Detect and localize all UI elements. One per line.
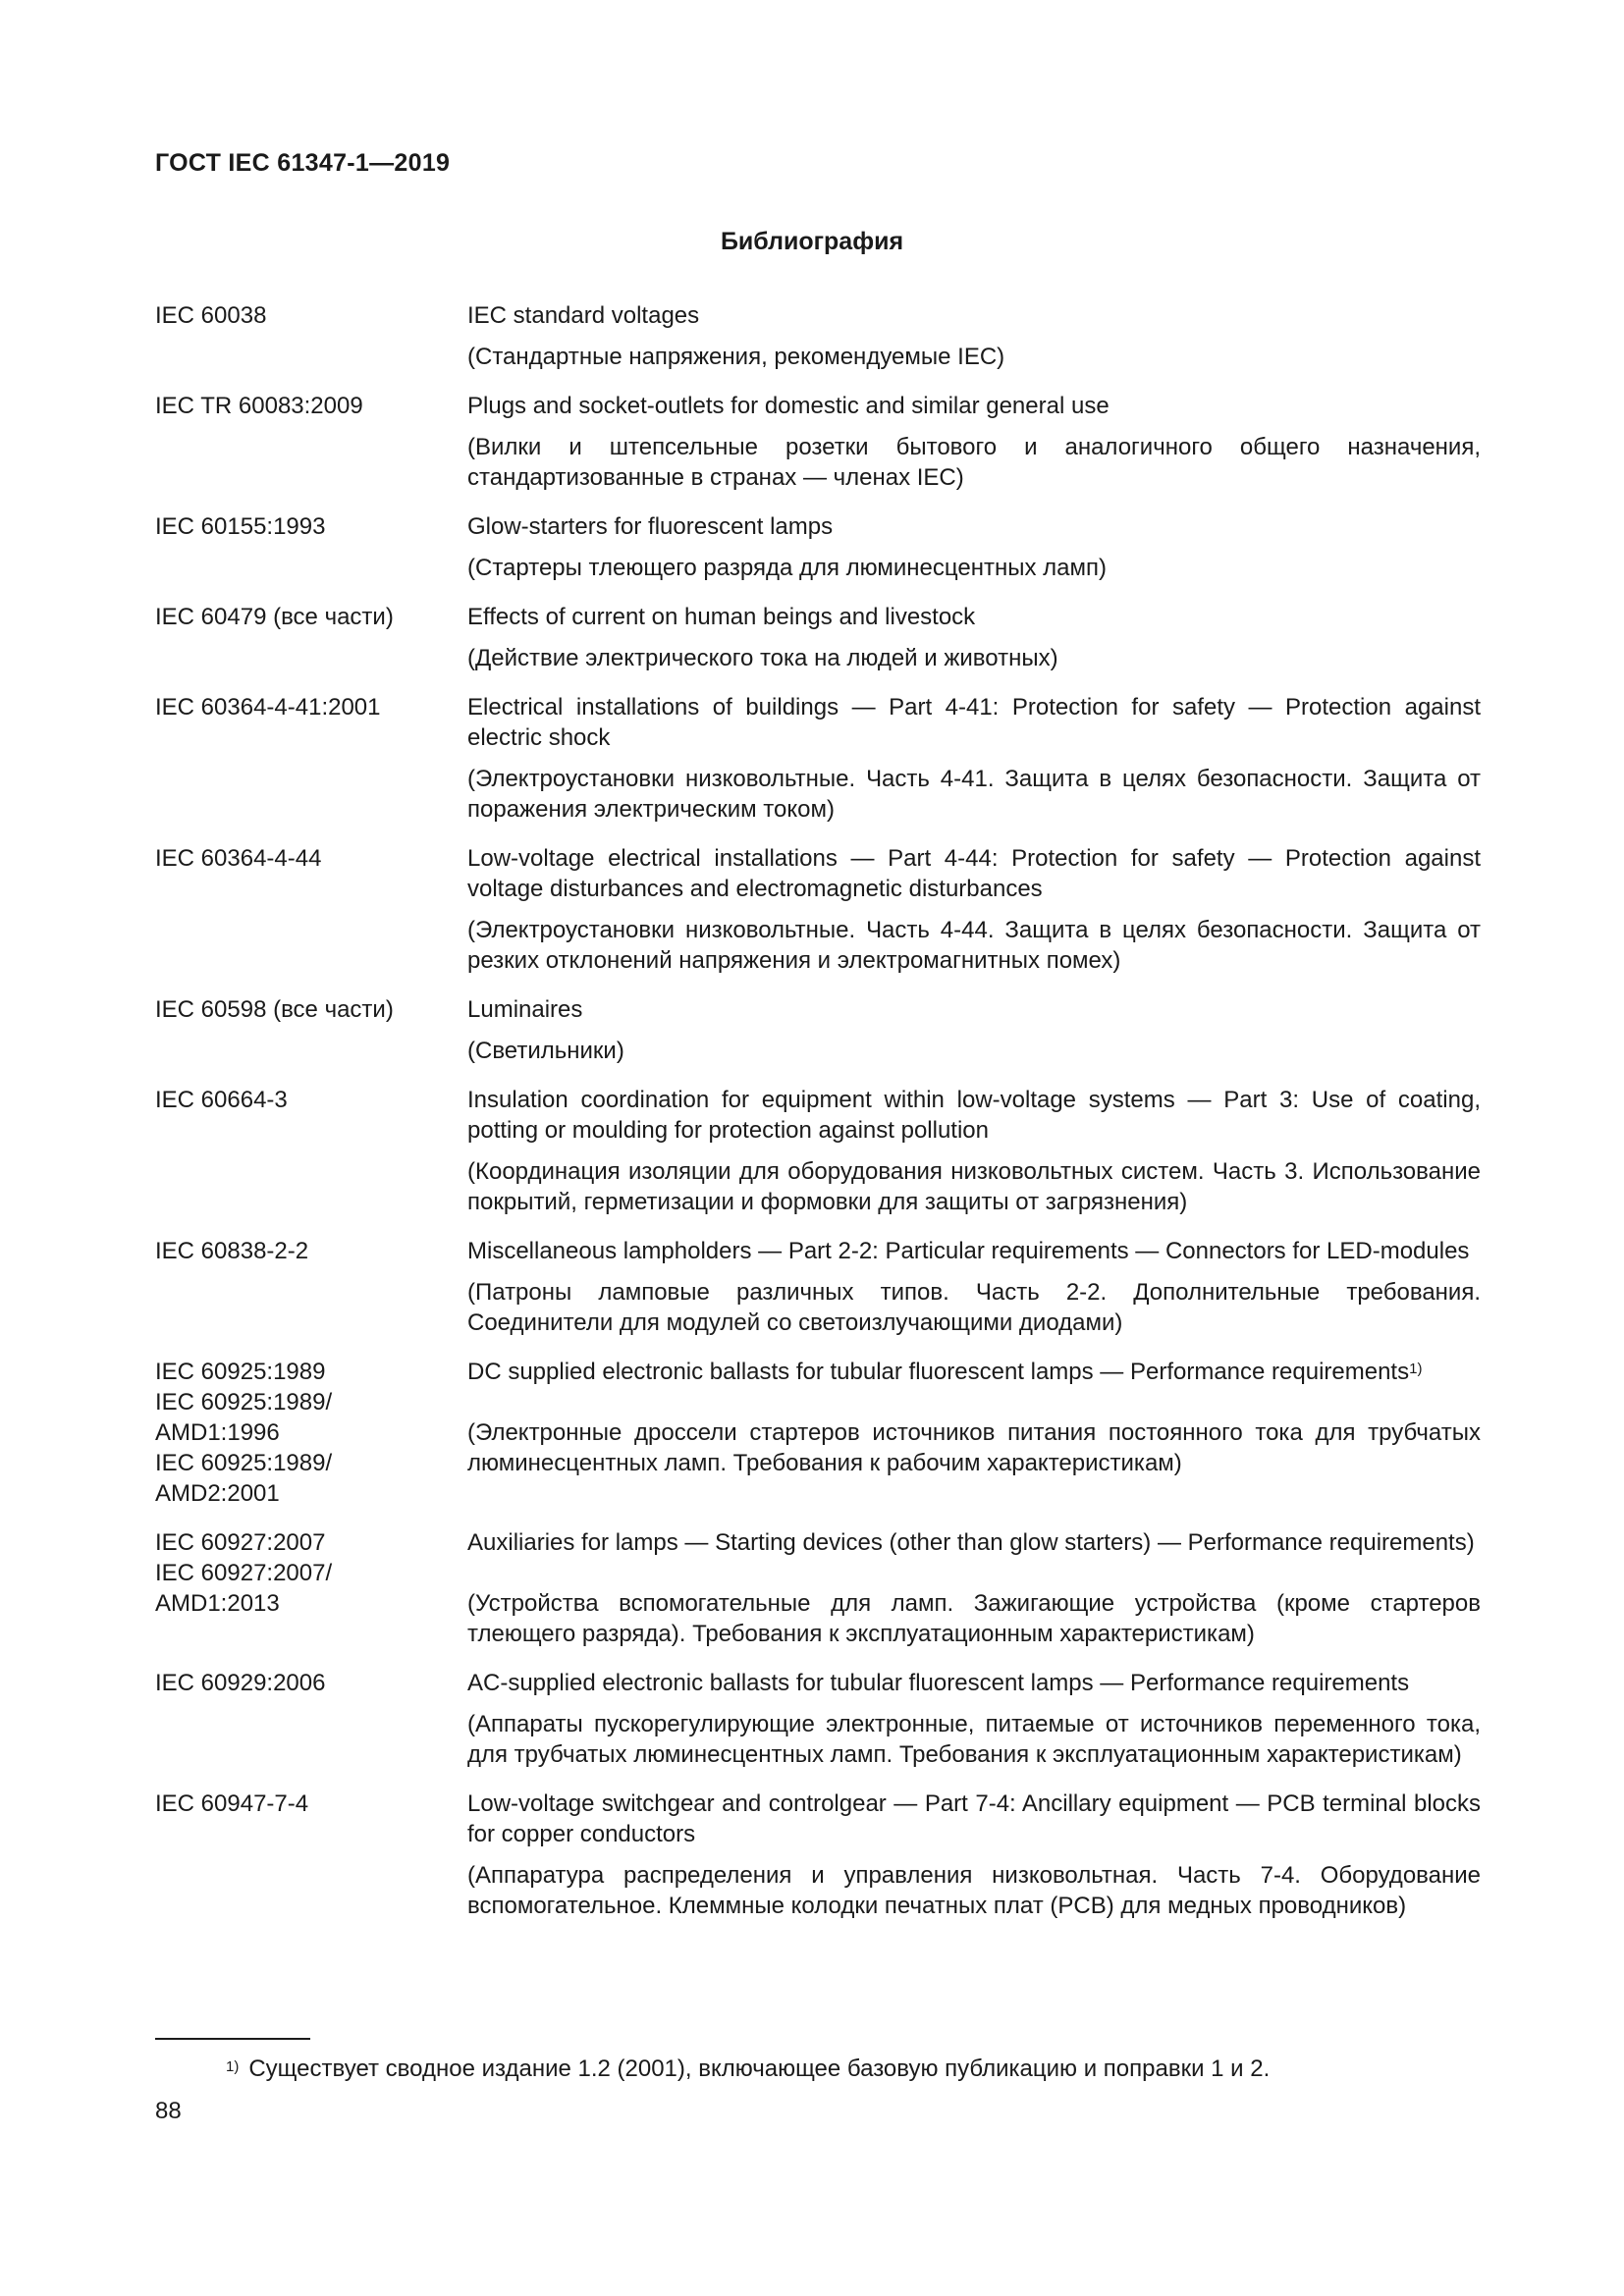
reference-description xyxy=(467,300,1481,372)
english-title-text: Miscellaneous lampholders — Part 2-2: Particular requirements — Connectors for LED-modules xyxy=(467,1238,1470,1264)
bibliography-entry xyxy=(155,692,1481,825)
russian-title: (Аппараты пускорегулирующие электронные, питаемые от источников переменного тока, для трубчатых люминесцентных ламп. Требования к эксплуатационным характеристикам) xyxy=(467,1711,1481,1768)
russian-title: (Электроустановки низковольтные. Часть 4-44. Защита в целях безопасности. Защита от резких отклонений напряжения и электромагнитных помех) xyxy=(467,917,1481,974)
english-title xyxy=(467,511,1481,542)
reference-code-line: IEC 60479 (все части) xyxy=(155,604,394,630)
reference-code-line: IEC 60929:2006 xyxy=(155,1670,326,1696)
footnote-divider xyxy=(155,2038,310,2040)
russian-title: (Устройства вспомогательные для ламп. Зажигающие устройства (кроме стартеров тлеющего разряда). Требования к эксплуатационным характеристикам) xyxy=(467,1590,1481,1647)
russian-title: (Координация изоляции для оборудования низковольтных систем. Часть 3. Использование покрытий, герметизации и формовки для защиты от загрязнения) xyxy=(467,1158,1481,1215)
reference-description xyxy=(467,1236,1481,1338)
reference-code-line: IEC 60925:1989/ xyxy=(155,1450,333,1476)
reference-code-line: IEC 60925:1989/ xyxy=(155,1389,333,1415)
bibliography-entry xyxy=(155,1236,1481,1338)
bibliography-entry xyxy=(155,843,1481,976)
russian-title: (Патроны ламповые различных типов. Часть 2-2. Дополнительные требования. Соединители для модулей со светоизлучающими диодами) xyxy=(467,1279,1481,1336)
reference-code-line: AMD2:2001 xyxy=(155,1480,280,1507)
reference-description xyxy=(467,511,1481,583)
reference-code-line: IEC 60364-4-41:2001 xyxy=(155,694,381,721)
english-title-text: Electrical installations of buildings — Part 4-41: Protection for safety — Protection against electric shock xyxy=(467,694,1481,751)
english-title xyxy=(467,1668,1481,1698)
reference-code xyxy=(155,511,467,583)
english-title xyxy=(467,994,1481,1025)
footnote-text: Существует сводное издание 1.2 (2001), включающее базовую публикацию и поправки 1 и 2. xyxy=(248,2056,1271,2082)
reference-code xyxy=(155,692,467,825)
bibliography-entry xyxy=(155,300,1481,372)
russian-title: (Светильники) xyxy=(467,1038,624,1064)
bibliography-entry xyxy=(155,511,1481,583)
reference-code xyxy=(155,300,467,372)
reference-code-line: IEC 60927:2007/ xyxy=(155,1560,333,1586)
bibliography-entry xyxy=(155,602,1481,673)
russian-title: (Действие электрического тока на людей и животных) xyxy=(467,645,1058,671)
english-title-text: Insulation coordination for equipment within low-voltage systems — Part 3: Use of coating, potting or moulding for protection against pollution xyxy=(467,1087,1481,1144)
russian-title: (Вилки и штепсельные розетки бытового и аналогичного общего назначения, стандартизованные в странах — членах IEC) xyxy=(467,434,1481,491)
footnote xyxy=(226,2054,1270,2084)
reference-description xyxy=(467,602,1481,673)
reference-description xyxy=(467,1357,1481,1509)
english-title xyxy=(467,300,1481,331)
english-title-text: Glow-starters for fluorescent lamps xyxy=(467,513,834,540)
reference-code xyxy=(155,1236,467,1338)
bibliography-entry xyxy=(155,994,1481,1066)
reference-code xyxy=(155,994,467,1066)
english-title xyxy=(467,1357,1481,1417)
english-title-text: Low-voltage electrical installations — Part 4-44: Protection for safety — Protection against voltage disturbances and electromagnetic disturbances xyxy=(467,845,1481,902)
russian-title: (Электронные дроссели стартеров источников питания постоянного тока для трубчатых люминесцентных ламп. Требования к рабочим характеристикам) xyxy=(467,1419,1481,1476)
english-title xyxy=(467,843,1481,904)
english-title xyxy=(467,1789,1481,1849)
english-title xyxy=(467,1085,1481,1146)
english-title-text: Low-voltage switchgear and controlgear — Part 7-4: Ancillary equipment — PCB terminal blocks for copper conductors xyxy=(467,1790,1481,1847)
reference-code xyxy=(155,391,467,493)
reference-code-line: IEC 60664-3 xyxy=(155,1087,288,1113)
russian-title: (Электроустановки низковольтные. Часть 4-41. Защита в целях безопасности. Защита от поражения электрическим током) xyxy=(467,766,1481,823)
english-title xyxy=(467,391,1481,421)
english-title-text: IEC standard voltages xyxy=(467,302,700,329)
footnote-marker: 1) xyxy=(226,2058,240,2075)
bibliography-entry xyxy=(155,1357,1481,1509)
reference-code-line: IEC 60364-4-44 xyxy=(155,845,322,872)
reference-code xyxy=(155,1357,467,1509)
reference-description xyxy=(467,692,1481,825)
english-title xyxy=(467,692,1481,753)
reference-code-line: AMD1:2013 xyxy=(155,1590,280,1617)
document-header: ГОСТ IEC 61347-1—2019 xyxy=(155,149,451,177)
reference-code xyxy=(155,1085,467,1217)
russian-title: (Стартеры тлеющего разряда для люминесцентных ламп) xyxy=(467,555,1107,581)
footnote-reference: 1) xyxy=(1409,1361,1423,1377)
english-title-text: AC-supplied electronic ballasts for tubular fluorescent lamps — Performance requirements xyxy=(467,1670,1410,1696)
page-number: 88 xyxy=(155,2098,182,2124)
english-title-text: Luminaires xyxy=(467,996,583,1023)
english-title xyxy=(467,1236,1481,1266)
reference-description xyxy=(467,391,1481,493)
english-title-text: Plugs and socket-outlets for domestic and similar general use xyxy=(467,393,1110,419)
reference-code-line: IEC 60947-7-4 xyxy=(155,1790,309,1817)
reference-description xyxy=(467,843,1481,976)
reference-code xyxy=(155,1668,467,1770)
reference-code-line: AMD1:1996 xyxy=(155,1419,280,1446)
reference-code-line: IEC 60155:1993 xyxy=(155,513,326,540)
reference-code xyxy=(155,1789,467,1921)
bibliography-entry xyxy=(155,1668,1481,1770)
bibliography-list xyxy=(155,300,1481,1940)
reference-description xyxy=(467,1668,1481,1770)
english-title-text: Auxiliaries for lamps — Starting devices (other than glow starters) — Performance requirements) xyxy=(467,1529,1475,1556)
reference-code-line: IEC TR 60083:2009 xyxy=(155,393,363,419)
reference-description xyxy=(467,994,1481,1066)
english-title-text: Effects of current on human beings and livestock xyxy=(467,604,976,630)
english-title xyxy=(467,602,1481,632)
english-title-text: DC supplied electronic ballasts for tubular fluorescent lamps — Performance requirements xyxy=(467,1359,1410,1385)
bibliography-entry xyxy=(155,1085,1481,1217)
reference-code-line: IEC 60598 (все части) xyxy=(155,996,394,1023)
bibliography-entry xyxy=(155,391,1481,493)
reference-code xyxy=(155,843,467,976)
reference-code xyxy=(155,1527,467,1649)
russian-title: (Аппаратура распределения и управления низковольтная. Часть 7-4. Оборудование вспомогательное. Клеммные колодки печатных плат (PCB) для медных проводников) xyxy=(467,1862,1481,1919)
reference-code-line: IEC 60927:2007 xyxy=(155,1529,326,1556)
bibliography-entry xyxy=(155,1789,1481,1921)
russian-title: (Стандартные напряжения, рекомендуемые IEC) xyxy=(467,344,1005,370)
reference-description xyxy=(467,1085,1481,1217)
reference-code-line: IEC 60038 xyxy=(155,302,267,329)
reference-description xyxy=(467,1527,1481,1649)
reference-code-line: IEC 60925:1989 xyxy=(155,1359,326,1385)
reference-code-line: IEC 60838-2-2 xyxy=(155,1238,309,1264)
section-title: Библиография xyxy=(720,228,904,255)
reference-code xyxy=(155,602,467,673)
reference-description xyxy=(467,1789,1481,1921)
english-title xyxy=(467,1527,1481,1588)
bibliography-entry xyxy=(155,1527,1481,1649)
